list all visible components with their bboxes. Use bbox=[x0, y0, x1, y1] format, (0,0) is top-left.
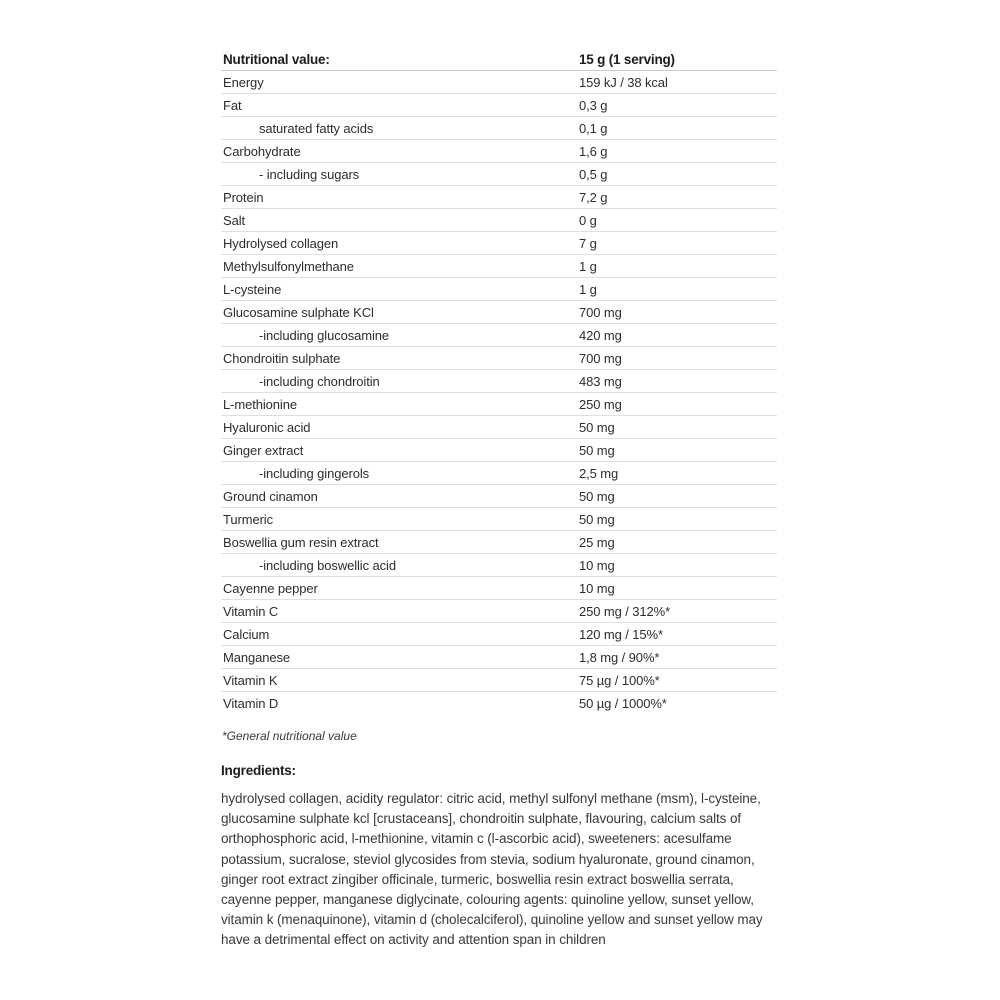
row-label: Hydrolysed collagen bbox=[223, 235, 339, 251]
row-value: 10 mg bbox=[579, 557, 615, 573]
row-label: Salt bbox=[223, 212, 246, 228]
table-row bbox=[221, 140, 777, 163]
table-row bbox=[221, 646, 777, 669]
header-label: Nutritional value: bbox=[223, 51, 330, 67]
row-value: 7 g bbox=[579, 235, 597, 251]
nutrition-table bbox=[221, 48, 777, 714]
row-value: 1,8 mg / 90%* bbox=[579, 649, 660, 665]
table-row bbox=[221, 577, 777, 600]
row-value: 50 mg bbox=[579, 442, 615, 458]
row-value: 50 mg bbox=[579, 419, 615, 435]
row-label: Ground cinamon bbox=[223, 488, 318, 504]
table-row bbox=[221, 71, 777, 94]
row-value: 0,1 g bbox=[579, 120, 608, 136]
row-value: 250 mg bbox=[579, 396, 622, 412]
table-row bbox=[221, 94, 777, 117]
row-value: 483 mg bbox=[579, 373, 622, 389]
table-row bbox=[221, 508, 777, 531]
row-value: 700 mg bbox=[579, 350, 622, 366]
table-row bbox=[221, 301, 777, 324]
row-label: Methylsulfonylmethane bbox=[223, 258, 354, 274]
row-value: 250 mg / 312%* bbox=[579, 603, 671, 619]
row-label: Turmeric bbox=[223, 511, 273, 527]
row-value: 420 mg bbox=[579, 327, 622, 343]
row-value: 0,5 g bbox=[579, 166, 608, 182]
table-row bbox=[221, 600, 777, 623]
row-label: Vitamin C bbox=[223, 603, 279, 619]
row-value: 1,6 g bbox=[579, 143, 608, 159]
table-row bbox=[221, 554, 777, 577]
row-label: Fat bbox=[223, 97, 242, 113]
row-value: 0,3 g bbox=[579, 97, 608, 113]
ingredients-heading: Ingredients: bbox=[221, 763, 296, 778]
table-row bbox=[221, 232, 777, 255]
row-value: 25 mg bbox=[579, 534, 615, 550]
row-label: Cayenne pepper bbox=[223, 580, 318, 596]
table-row bbox=[221, 623, 777, 646]
table-row bbox=[221, 163, 777, 186]
row-value: 0 g bbox=[579, 212, 597, 228]
row-label: -including boswellic acid bbox=[259, 557, 396, 573]
row-value: 120 mg / 15%* bbox=[579, 626, 663, 642]
row-label: Glucosamine sulphate KCl bbox=[223, 304, 374, 320]
row-label: Energy bbox=[223, 74, 264, 90]
nutrition-rows bbox=[221, 71, 777, 714]
row-label: Vitamin D bbox=[223, 695, 279, 711]
row-value: 1 g bbox=[579, 258, 597, 274]
table-row bbox=[221, 692, 777, 714]
row-value: 2,5 mg bbox=[579, 465, 619, 481]
row-label: Hyaluronic acid bbox=[223, 419, 311, 435]
row-value: 7,2 g bbox=[579, 189, 608, 205]
table-row bbox=[221, 186, 777, 209]
row-label: Chondroitin sulphate bbox=[223, 350, 341, 366]
row-value: 1 g bbox=[579, 281, 597, 297]
table-row bbox=[221, 324, 777, 347]
table-row bbox=[221, 393, 777, 416]
row-label: saturated fatty acids bbox=[259, 120, 374, 136]
row-label: -including chondroitin bbox=[259, 373, 380, 389]
row-value: 700 mg bbox=[579, 304, 622, 320]
header-value: 15 g (1 serving) bbox=[579, 51, 675, 67]
table-row bbox=[221, 370, 777, 393]
row-value: 50 mg bbox=[579, 511, 615, 527]
table-row bbox=[221, 209, 777, 232]
table-row bbox=[221, 416, 777, 439]
table-row bbox=[221, 485, 777, 508]
table-row bbox=[221, 531, 777, 554]
row-value: 75 µg / 100%* bbox=[579, 672, 660, 688]
row-value: 159 kJ / 38 kcal bbox=[579, 74, 668, 90]
row-label: Boswellia gum resin extract bbox=[223, 534, 379, 550]
table-row bbox=[221, 347, 777, 370]
row-label: Ginger extract bbox=[223, 442, 304, 458]
table-row bbox=[221, 278, 777, 301]
row-label: -including glucosamine bbox=[259, 327, 390, 343]
row-label: L-methionine bbox=[223, 396, 297, 412]
table-row bbox=[221, 439, 777, 462]
row-label: Vitamin K bbox=[223, 672, 278, 688]
table-header-row bbox=[221, 48, 777, 71]
row-label: Manganese bbox=[223, 649, 291, 665]
row-value: 50 mg bbox=[579, 488, 615, 504]
row-label: Calcium bbox=[223, 626, 270, 642]
table-row bbox=[221, 255, 777, 278]
row-label: - including sugars bbox=[259, 166, 360, 182]
footnote: *General nutritional value bbox=[222, 729, 357, 743]
row-label: -including gingerols bbox=[259, 465, 370, 481]
row-label: Protein bbox=[223, 189, 264, 205]
row-label: Carbohydrate bbox=[223, 143, 301, 159]
table-row bbox=[221, 117, 777, 140]
nutrition-label bbox=[221, 48, 777, 951]
table-row bbox=[221, 669, 777, 692]
ingredients-text: hydrolysed collagen, acidity regulator: citric acid, methyl sulfonyl methane (msm), l-cysteine, glucosamine sulphate kcl [crustaceans], chondroitin sulphate, flavouring, calcium salts of orthophosphoric acid, l-methionine, vitamin c (l-ascorbic acid), sweeteners: acesulfame potassium, sucralose, steviol glycosides from stevia, sodium hyaluronate, ground cinamon, ginger root extract zingiber officinale, turmeric, boswellia resin extract boswellia serrata, cayenne pepper, manganese diglycinate, colouring agents: quinoline yellow, sunset yellow, vitamin k (menaquinone), vitamin d (cholecalciferol), quinoline yellow and sunset yellow may have a detrimental effect on activity and attention span in children bbox=[221, 791, 763, 948]
row-value: 10 mg bbox=[579, 580, 615, 596]
row-label: L-cysteine bbox=[223, 281, 282, 297]
table-row bbox=[221, 462, 777, 485]
row-value: 50 µg / 1000%* bbox=[579, 695, 667, 711]
